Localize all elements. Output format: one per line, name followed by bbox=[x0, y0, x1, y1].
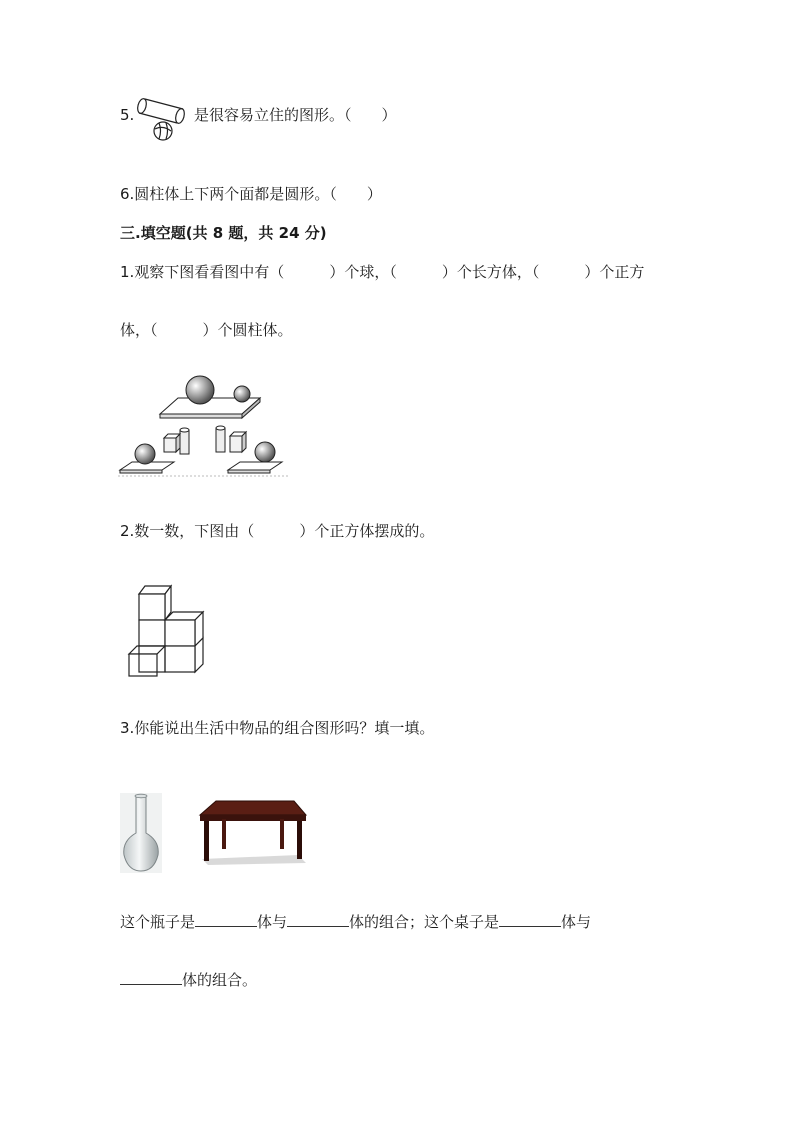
table-image bbox=[194, 797, 310, 865]
table-suffix: 体的组合。 bbox=[182, 971, 258, 989]
table-label: 体的组合；这个桌子是 bbox=[349, 913, 500, 931]
q1-line-1: 1.观察下图看看图中有（ ）个球，（ ）个长方体，（ ）个正方 bbox=[120, 263, 645, 281]
q3-fill-line-2 bbox=[120, 970, 257, 990]
table-blank-2[interactable] bbox=[120, 970, 182, 985]
stacked-cubes-figure bbox=[125, 580, 210, 680]
bottle-label: 这个瓶子是 bbox=[120, 913, 196, 931]
cylinder-on-ball-figure bbox=[135, 95, 191, 141]
question-5-number: 5. bbox=[120, 106, 135, 124]
question-5 bbox=[120, 105, 134, 125]
shapes-scene-figure bbox=[118, 370, 288, 480]
bottle-blank-1[interactable] bbox=[195, 912, 257, 927]
q2-text: 2.数一数，下图由（ ）个正方体摆成的。 bbox=[120, 522, 435, 540]
q3-fill-line-1 bbox=[120, 912, 591, 932]
table-joiner: 体与 bbox=[561, 913, 592, 931]
section-3-title: 三.填空题(共 8 题，共 24 分) bbox=[120, 224, 327, 242]
q1-line-2: 体，（ ）个圆柱体。 bbox=[120, 321, 293, 339]
q3-text: 3.你能说出生活中物品的组合图形吗？填一填。 bbox=[120, 719, 435, 737]
question-6-text: 6.圆柱体上下两个面都是圆形。（ ） bbox=[120, 185, 382, 203]
bottle-joiner: 体与 bbox=[257, 913, 288, 931]
table-blank-1[interactable] bbox=[499, 912, 561, 927]
flask-image bbox=[120, 793, 162, 873]
bottle-blank-2[interactable] bbox=[287, 912, 349, 927]
question-5-text: 是很容易立住的图形。（ ） bbox=[194, 106, 397, 124]
